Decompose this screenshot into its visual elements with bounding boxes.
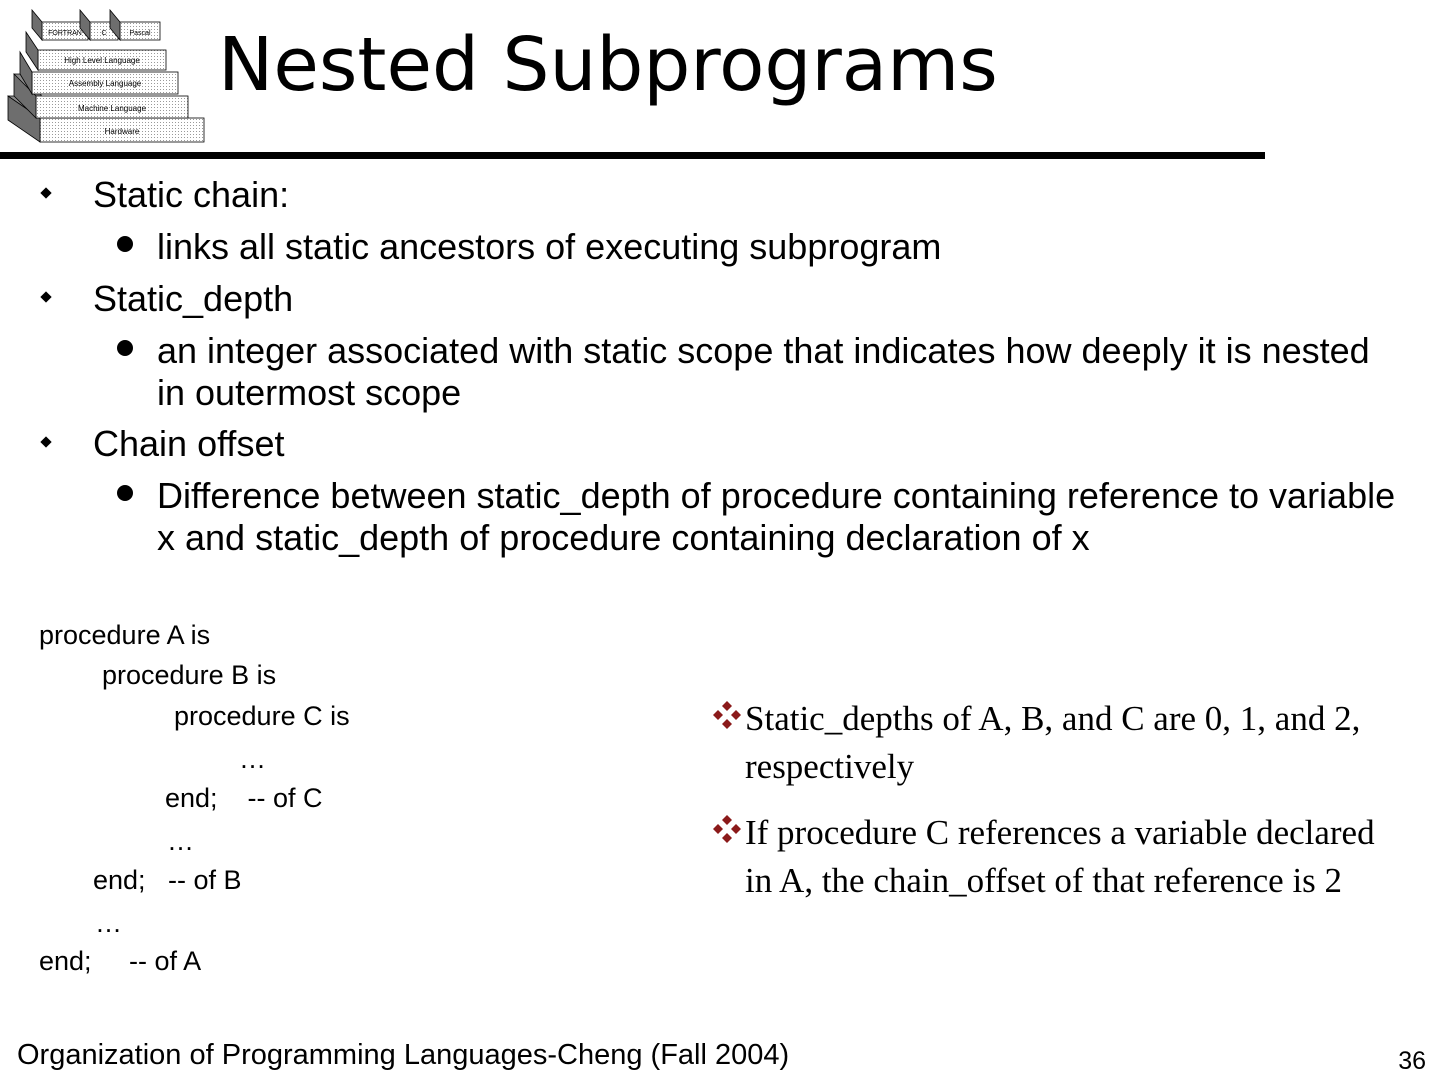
logo-label-assembly-language: Assembly Language: [68, 79, 142, 88]
code-line: …: [167, 826, 194, 856]
code-line: …: [95, 908, 122, 938]
logo-label-fortran: FORTRAN: [48, 30, 82, 37]
logo-label-machine-language: Machine Language: [77, 104, 147, 113]
title-divider: [0, 152, 1265, 159]
code-line: end; -- of A: [39, 946, 202, 976]
logo-label-hardware: Hardware: [104, 127, 140, 136]
language-stack-logo: [4, 8, 210, 148]
page-title: Nested Subprograms: [218, 22, 998, 108]
round-bullet-icon: [117, 236, 133, 252]
footer-course-title: Organization of Programming Languages-Cheng (Fall 2004): [17, 1039, 790, 1071]
diamond-bullet-icon: [40, 291, 51, 302]
page-number: 36: [1398, 1047, 1426, 1075]
code-line: procedure A is: [39, 620, 211, 650]
diamond-bullet-icon: [40, 436, 51, 447]
logo-label-high-level-language: High Level Language: [64, 56, 140, 65]
logo-label-pascal: Pascal: [129, 30, 151, 37]
code-line: end; -- of C: [165, 783, 323, 813]
four-diamond-bullet-icon: [712, 814, 742, 844]
round-bullet-icon: [117, 485, 133, 501]
sub-bullet-static-depth: an integer associated with static scope that indicates how deeply it is nested in outermost scope: [157, 330, 1370, 413]
note-text: Static_depths of A, B, and C are 0, 1, and 2, respectively: [745, 699, 1361, 786]
four-diamond-bullet-icon: [712, 700, 742, 730]
note-item: [712, 809, 1392, 905]
sub-bullet-chain-offset: Difference between static_depth of procedure containing reference to variable x and static_depth of procedure containing declaration of x: [157, 475, 1396, 558]
diamond-bullet-icon: [40, 187, 51, 198]
bullet-chain-offset: Chain offset: [93, 423, 285, 464]
code-line: procedure B is: [102, 660, 277, 690]
round-bullet-icon: [117, 340, 133, 356]
code-line: end; -- of B: [93, 865, 242, 895]
notes-list: [712, 695, 1392, 905]
code-line: procedure C is: [174, 701, 350, 731]
sub-bullet-static-chain: links all static ancestors of executing subprogram: [157, 226, 942, 267]
logo-label-c: C: [101, 30, 107, 37]
bullet-static-depth: Static_depth: [93, 278, 294, 319]
note-item: [712, 695, 1392, 791]
code-line: …: [239, 744, 266, 774]
note-text: If procedure C references a variable declared in A, the chain_offset of that reference is 2: [745, 813, 1375, 900]
bullet-static-chain: Static chain:: [93, 174, 290, 215]
